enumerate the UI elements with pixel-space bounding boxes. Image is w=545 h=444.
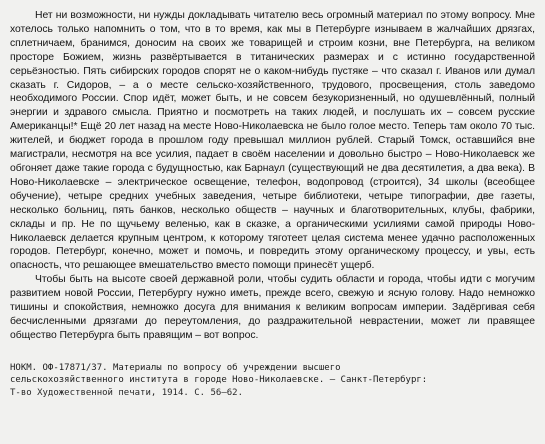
source-citation: [10, 362, 535, 399]
source-line-2: сельскохозяйственного института в городе Ново-Николаевске. – Санкт-Петербург:: [10, 375, 428, 386]
document-body: [10, 9, 535, 343]
source-line-1: НОКМ. ОФ-17871/37. Материалы по вопросу об учреждении высшего: [10, 363, 341, 373]
paragraph-2: Чтобы быть на высоте своей державной роли, чтобы судить области и города, чтобы идти с могучим развитием новой России, Петербургу нужно иметь, прежде всего, свежую и ясную голову. Надо немножко тишины и спокойствия, немножко досуга для внимания к великим вопросам империи. Задёргивая себя бесчисленными дрязгами до переутомления, до раздражительной неврастении, может ли правящее общество Петербурга быть правящим – вот вопрос.: [10, 274, 535, 341]
source-line-3: Т-во Художественной печати, 1914. С. 56–62.: [10, 387, 243, 398]
paragraph-1: Нет ни возможности, ни нужды докладывать читателю весь огромный материал по этому вопросу. Мне хотелось только напомнить о том, что в то время, как мы в Петербурге изнываем в жалчайших дрязгах, сплетничаем, бранимся, доносим на своих же товарищей и строим козни, вне Петербурга, на великом просторе Божием, жизнь развёртывается в титанических размерах и с истинно государственной серьёзностью. Пять сибирских городов спорят не о каком-нибудь пустяке – что сказал г. Иванов или думал сказать г. Сидоров, – а о месте сельско-хозяйственного, трудового, просвещения, столь заведомо необходимого России. Спор идёт, может быть, и не совсем безукоризненный, но одушевлённый, полный энергии и здравого смысла. Приятно и посмотреть на таких людей, и послушать их – совсем русские Американцы!* Ещё 20 лет назад на месте Ново-Николаевска не было голое место. Теперь там около 70 тыс. жителей, и бюджет города в прошлом году превышал миллион рублей. Старый Томск, оставшийся вне магистрали, несмотря на все усилия, падает в своём населении и довольно быстро – Ново-Николаевск же обгоняет даже такие города с будущностью, как Барнаул (существующий не два десятилетия, а два века). В Ново-Николаевске – электрическое освещение, телефон, водопровод (строится), 34 школы (всеобщее обучение), четыре средних учебных заведения, четыре библиотеки, четыре типографии, две газеты, несколько больниц, пять банков, несколько обществ – научных и благотворительных, клубы, фабрики, склады и пр. Не по щучьему веленью, как в сказке, а органическими усилиями самой природы Ново-Николаевск делается крупным центром, к которому тяготеет целая система менее удачно расположенных городов. Петербург, конечно, может и помочь, и повредить этому органическому процессу, и увы, есть опасность, что решающее вмешательство вместо помощи принесёт ущерб.: [10, 10, 535, 272]
